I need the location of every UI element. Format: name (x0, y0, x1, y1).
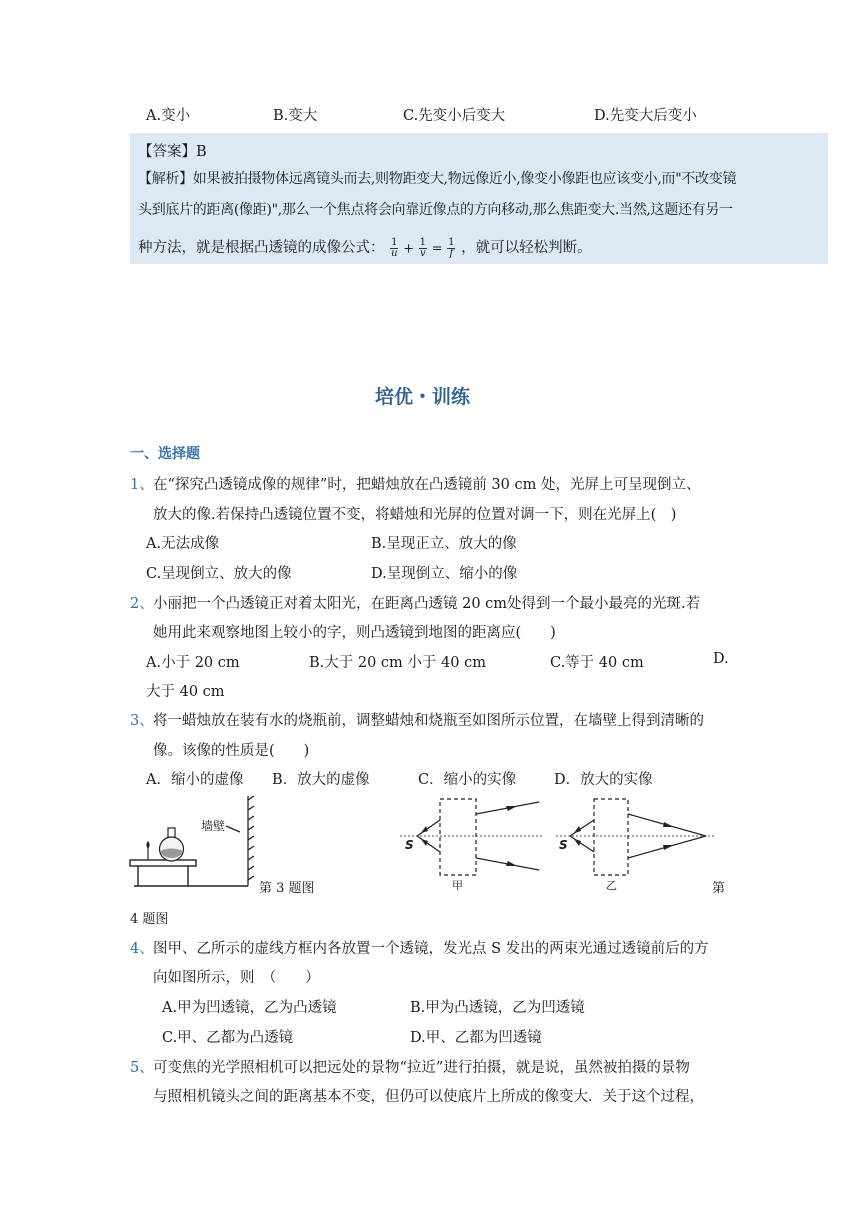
q3-line-1: 将一蜡烛放在装有水的烧瓶前，调整蜡烛和烧瓶至如图所示位置，在墙壁上得到清晰的 (153, 713, 704, 729)
analysis-line-2: 头到底片的距离(像距)",那么一个焦点将会向靠近像点的方向移动,那么焦距变大.当然,这题还有另一 (138, 202, 733, 218)
prev-option-c: C.先变小后变大 (403, 108, 506, 124)
answer-line: 【答案】B (138, 144, 207, 160)
formula-plus: + (403, 241, 414, 256)
yi-label: 乙 (606, 879, 617, 892)
q1-line-1: 在“探究凸透镜成像的规律”时，把蜡烛放在凸透镜前 30 cm 处，光屏上可呈现倒立、 (153, 477, 701, 493)
yi-s-label: S (559, 838, 568, 852)
q4-line-2: 向如图所示，则 （ ） (153, 970, 320, 986)
q4-option-d: D.甲、乙都为凹透镜 (410, 1030, 542, 1046)
q1-option-d: D.呈现倒立、缩小的像 (371, 566, 518, 582)
fraction-1-over-f: $\frac{1}{f}$ (448, 236, 455, 259)
q3-option-b: B．放大的虚像 (272, 772, 370, 788)
q4-option-a: A.甲为凹透镜，乙为凸透镜 (162, 1000, 337, 1016)
lens-formula (390, 238, 455, 259)
q5-number: 5、 (130, 1060, 154, 1076)
q2-option-d-label: D. (713, 651, 729, 667)
q3-option-c: C．缩小的实像 (418, 772, 517, 788)
table-illustration (130, 860, 248, 886)
wall-illustration (226, 796, 254, 886)
fraction-1-over-v: $\frac{1}{v}$ (419, 236, 426, 259)
q4-number: 4、 (130, 941, 154, 957)
prev-option-a: A.变小 (146, 108, 191, 124)
q3-option-d: D．放大的实像 (554, 772, 653, 788)
q1-line-2: 放大的像.若保持凸透镜位置不变，将蜡烛和光屏的位置对调一下，则在光屏上( ) (153, 507, 677, 523)
figure-yi (556, 796, 716, 892)
q2-line-1: 小丽把一个凸透镜正对着太阳光，在距离凸透镜 20 cm处得到一个最小最亮的光斑.若 (153, 596, 701, 612)
q3-option-a: A．缩小的虚像 (146, 772, 244, 788)
q1-number: 1、 (130, 477, 154, 493)
flask-illustration (160, 828, 184, 861)
caption-q4-part2: 4 题图 (130, 912, 169, 927)
jia-s-label: S (405, 838, 414, 852)
q4-line-1: 图甲、乙所示的虚线方框内各放置一个透镜，发光点 S 发出的两束光通过透镜前后的方 (153, 941, 709, 957)
q1-option-a: A.无法成像 (146, 536, 220, 552)
candle-illustration (147, 842, 149, 860)
caption-q4-part1: 第 (712, 881, 726, 896)
q5-line-2: 与照相机镜头之间的距离基本不变，但仍可以使底片上所成的像变大．关于这个过程， (153, 1089, 704, 1105)
analysis-line-3 (138, 236, 592, 259)
analysis-line-1: 【解析】如果被拍摄物体远离镜头而去,则物距变大,物远像近小,像变小像距也应该变小,而"不改变镜 (138, 171, 737, 187)
subsection-title: 一、选择题 (130, 446, 200, 462)
prev-option-d: D.先变大后变小 (594, 108, 697, 124)
q3-line-2: 像。该像的性质是( ) (153, 743, 310, 759)
q1-option-b: B.呈现正立、放大的像 (371, 536, 517, 552)
q2-option-a: A.小于 20 cm (146, 655, 240, 671)
q4-option-c: C.甲、乙都为凸透镜 (162, 1030, 294, 1046)
wall-label: 墙壁 (201, 819, 226, 833)
q3-number: 3、 (130, 713, 154, 729)
q5-line-1: 可变焦的光学照相机可以把远处的景物“拉近”进行拍摄，就是说，虽然被拍摄的景物 (153, 1060, 690, 1076)
q2-number: 2、 (130, 596, 154, 612)
q2-option-d-text: 大于 40 cm (146, 684, 225, 700)
jia-label: 甲 (452, 879, 463, 892)
q2-option-b: B.大于 20 cm 小于 40 cm (309, 655, 486, 671)
caption-q3: 第 3 题图 (259, 881, 315, 896)
formula-equals: = (431, 241, 443, 256)
analysis-line-3-end: ，就可以轻松判断。 (461, 240, 592, 256)
q2-option-c: C.等于 40 cm (550, 655, 644, 671)
q1-option-c: C.呈现倒立、放大的像 (146, 566, 292, 582)
figure-q3 (126, 796, 256, 892)
analysis-line-3-text: 种方法，就是根据凸透镜的成像公式： (138, 240, 385, 256)
q2-line-2: 她用此来观察地图上较小的字，则凸透镜到地图的距离应( ) (153, 625, 556, 641)
fraction-1-over-u: $\frac{1}{u}$ (391, 236, 398, 259)
section-title: 培优・训练 (375, 386, 471, 408)
q4-option-b: B.甲为凸透镜，乙为凹透镜 (410, 1000, 585, 1016)
prev-option-b: B.变大 (273, 108, 318, 124)
figure-jia (400, 796, 545, 892)
